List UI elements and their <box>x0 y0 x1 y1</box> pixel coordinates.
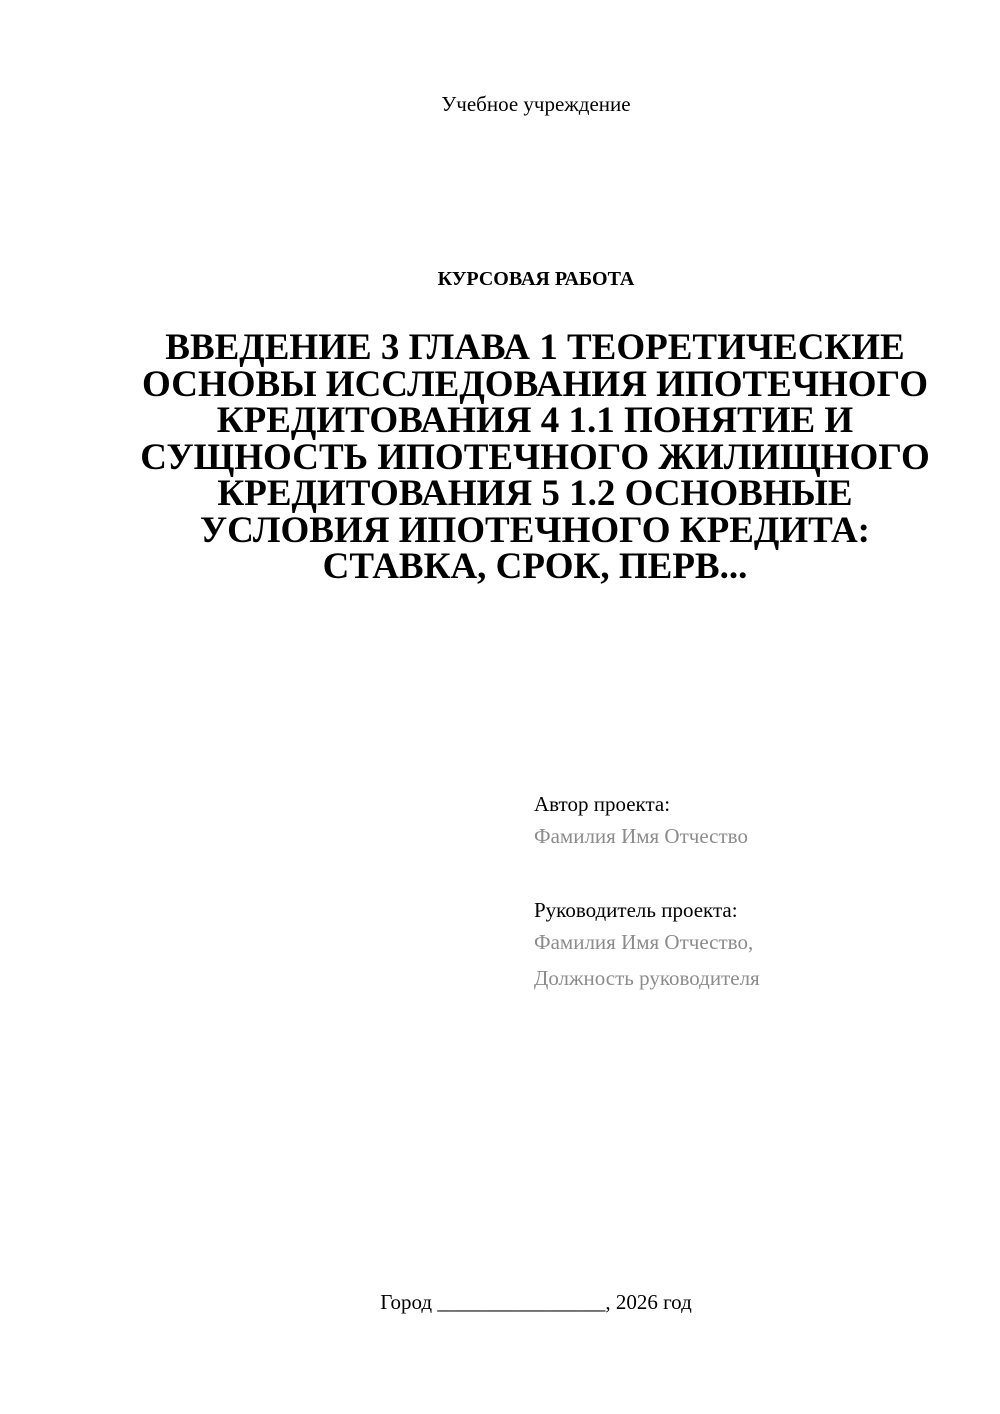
document-type: КУРСОВАЯ РАБОТА <box>437 268 635 290</box>
document-title: ВВЕДЕНИЕ 3 ГЛАВА 1 ТЕОРЕТИЧЕСКИЕ ОСНОВЫ ИССЛЕДОВАНИЯ ИПОТЕЧНОГО КРЕДИТОВАНИЯ 4 1.1 ПОНЯТИЕ И СУЩНОСТЬ ИПОТЕЧНОГО ЖИЛИЩНОГО КРЕДИТОВАНИЯ 5 1.2 ОСНОВНЫЕ УСЛОВИЯ ИПОТЕЧНОГО КРЕДИТА: СТАВКА, СРОК, ПЕРВ... <box>140 327 930 587</box>
author-block <box>534 790 974 854</box>
city-year-line: Город ________________, 2026 год <box>380 1290 692 1314</box>
supervisor-block <box>534 896 974 996</box>
institution-name: Учебное учреждение <box>441 92 631 116</box>
supervisor-name: Фамилия Имя Отчество, <box>534 930 754 954</box>
author-label: Автор проекта: <box>534 792 671 816</box>
author-name: Фамилия Имя Отчество <box>534 824 748 848</box>
supervisor-label: Руководитель проекта: <box>534 898 738 922</box>
supervisor-position: Должность руководителя <box>534 966 760 990</box>
